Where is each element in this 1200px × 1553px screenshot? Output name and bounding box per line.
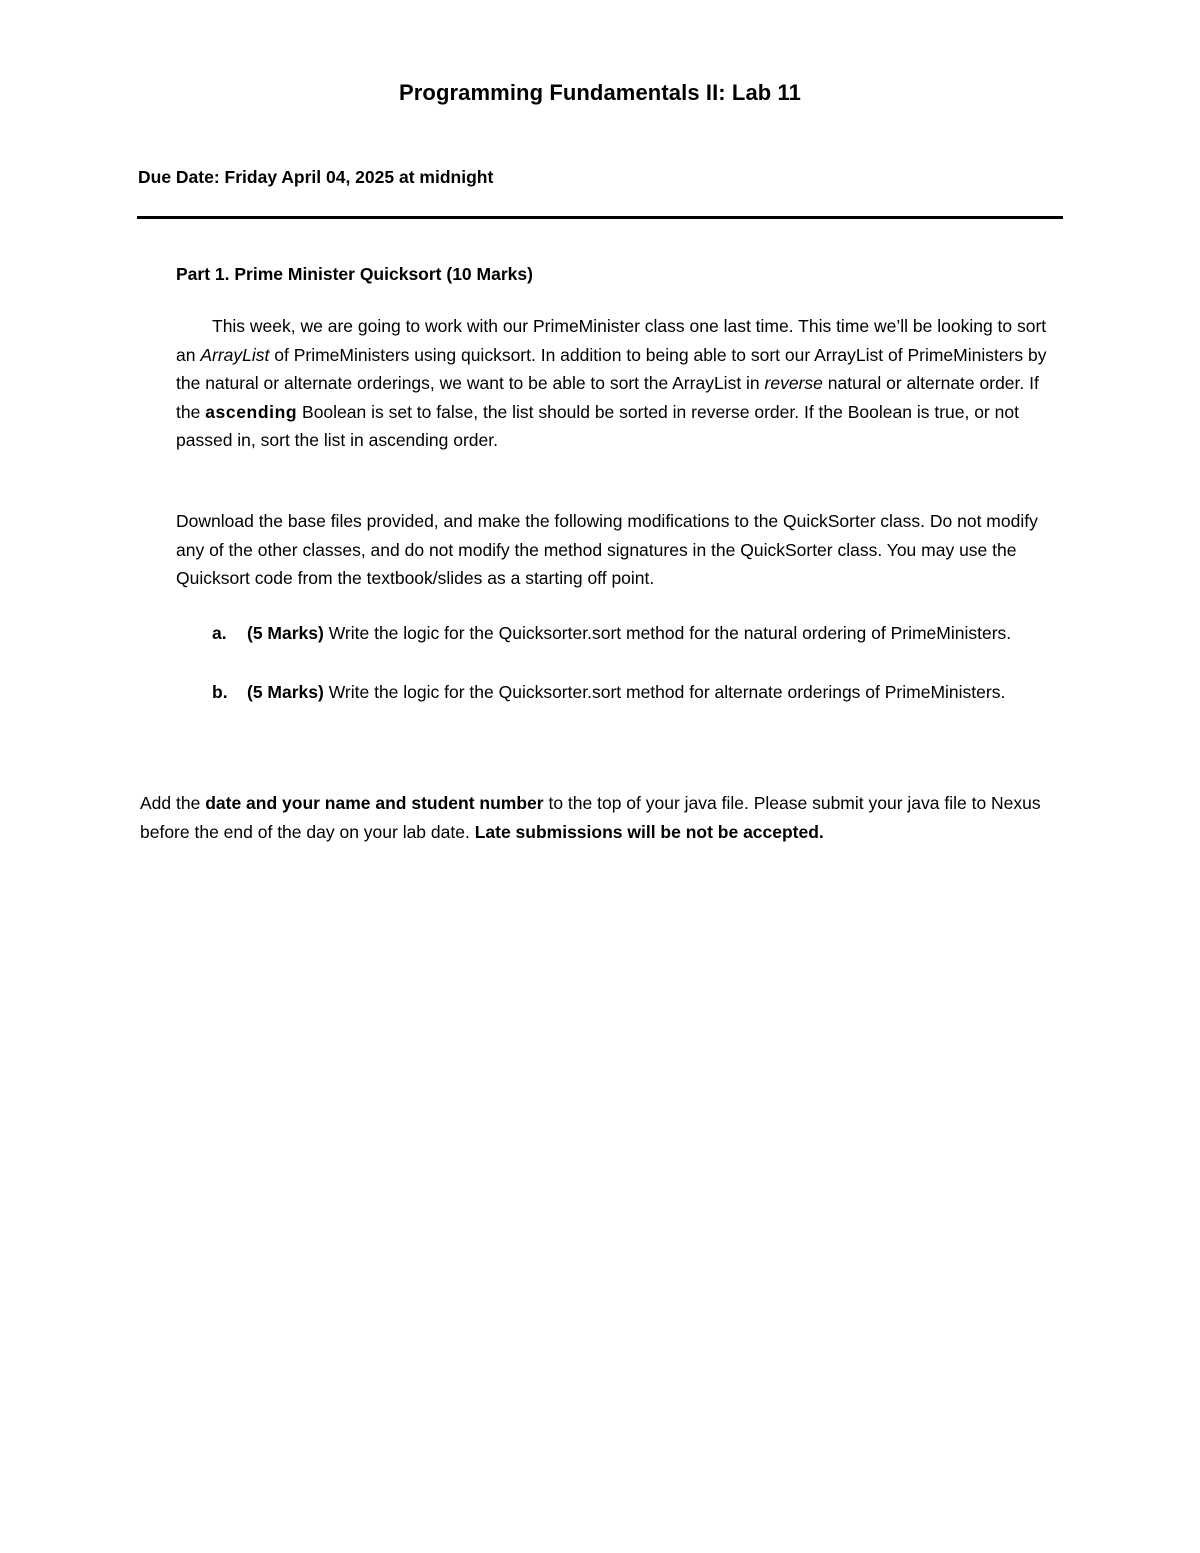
late-policy: Late submissions will be not be accepted. <box>474 821 824 842</box>
due-date: Due Date: Friday April 04, 2025 at midnight <box>138 167 494 187</box>
ascending-keyword: ascending <box>205 401 298 422</box>
intro-text-4: Boolean is set to false, the list should be sorted in reverse order. If the Boolean is true, or not passed in, sort the list in ascending order. <box>176 401 1019 451</box>
part-1-heading: Part 1. Prime Minister Quicksort (10 Marks) <box>176 264 533 284</box>
instructions-paragraph: Download the base files provided, and make the following modifications to the QuickSorter class. Do not modify any of the other classes, and do not modify the method signatures in the QuickSorter class. You may use the Quicksort code from the textbook/slides as a starting off point. <box>176 511 1038 589</box>
intro-text-2: of PrimeMinisters using quicksort. In addition to being able to sort our ArrayList of PrimeMinisters by the natural or alternate orderings, we want to be able to sort the ArrayList in <box>176 344 1047 394</box>
horizontal-rule <box>137 216 1063 219</box>
submission-required-info: date and your name and student number <box>205 793 544 813</box>
reverse-term: reverse <box>764 373 823 394</box>
task-text: Write the logic for the Quicksorter.sort method for the natural ordering of PrimeMinisters. <box>323 623 1012 643</box>
document-title: Programming Fundamentals II: Lab 11 <box>398 80 802 105</box>
task-marks: (5 Marks) <box>247 682 324 702</box>
task-item-b <box>212 678 1032 707</box>
list-marker: a. <box>212 623 227 643</box>
task-item-body <box>247 678 1032 707</box>
intro-text-3: natural or alternate order. If the <box>176 373 1039 422</box>
submission-text-2: to the top of your java file. Please submit your java file to Nexus before the end of the day on your lab date. <box>140 793 1041 842</box>
task-marks: (5 Marks) <box>247 623 324 643</box>
task-text: Write the logic for the Quicksorter.sort method for alternate orderings of PrimeMinisters. <box>323 682 1006 702</box>
task-item-body <box>247 619 1032 648</box>
intro-text-1: This week, we are going to work with our PrimeMinister class one last time. This time we’ll be looking to sort an <box>176 316 1047 365</box>
list-marker: b. <box>212 682 228 702</box>
arraylist-term: ArrayList <box>200 344 270 365</box>
submission-paragraph <box>140 789 1060 846</box>
submission-text-1: Add the <box>140 793 206 813</box>
part-1-intro-paragraph <box>176 312 1051 455</box>
task-item-a <box>212 619 1032 648</box>
